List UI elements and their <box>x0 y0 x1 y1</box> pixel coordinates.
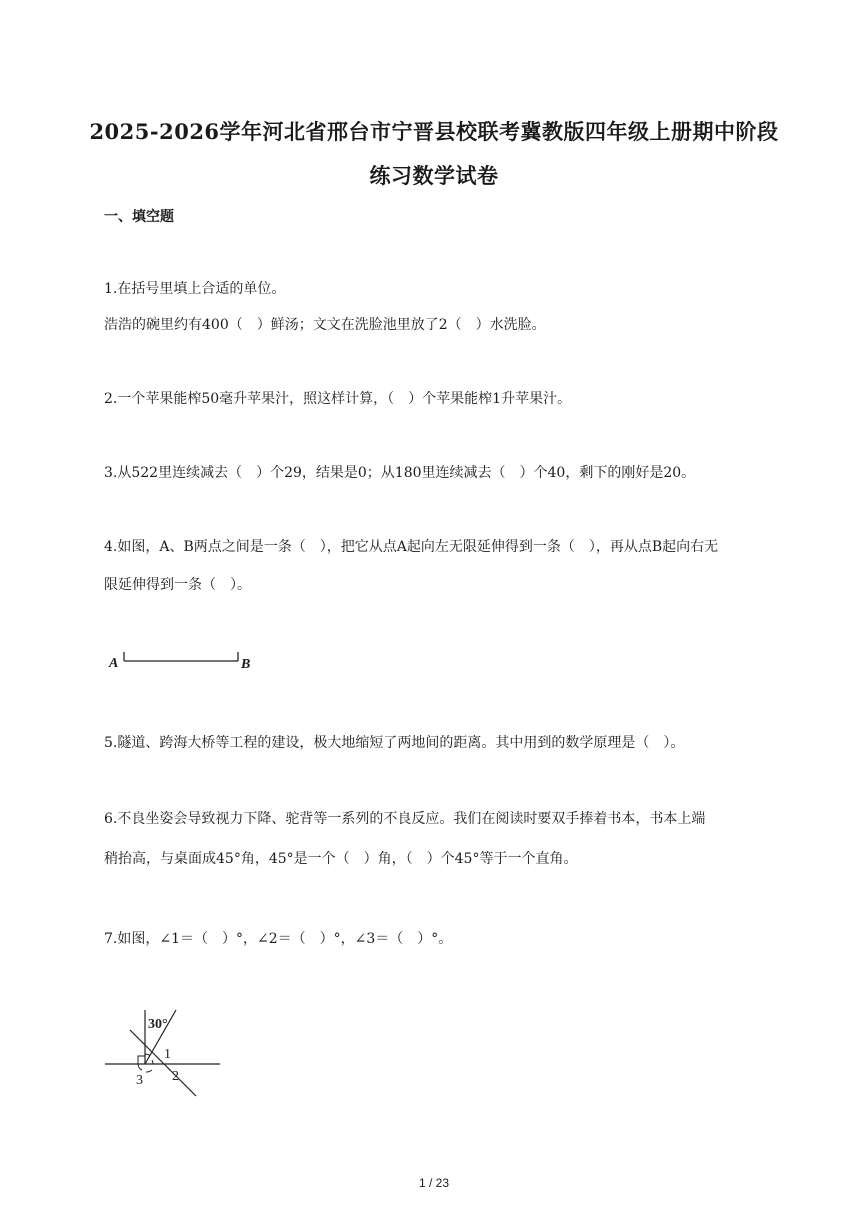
section-heading-fill-in: 一、填空题 <box>104 209 174 225</box>
question-4-line-1: 4.如图，A、B两点之间是一条（ ），把它从点A起向左无限延伸得到一条（ ），再从点B起向右无 <box>104 539 719 555</box>
question-5-line-1: 5.隧道、跨海大桥等工程的建设，极大地缩短了两地间的距离。其中用到的数学原理是（ ）。 <box>104 735 685 751</box>
document-title-line1: 2025-2026学年河北省邢台市宁晋县校联考冀教版四年级上册期中阶段 <box>89 119 779 144</box>
segment-ab-figure <box>120 650 240 666</box>
question-3-line-1: 3.从522里连续减去（ ）个29，结果是0；从180里连续减去（ ）个40，剩下的刚好是20。 <box>104 465 696 481</box>
page-number: 1 / 23 <box>418 1176 450 1190</box>
question-4-line-2: 限延伸得到一条（ ）。 <box>104 577 251 593</box>
angle-3-label: 3 <box>136 1073 143 1088</box>
question-6-line-2: 稍抬高，与桌面成45°角，45°是一个（ ）角，（ ）个45°等于一个直角。 <box>104 851 578 867</box>
question-6-line-1: 6.不良坐姿会导致视力下降、驼背等一系列的不良反应。我们在阅读时要双手捧着书本，书本上端 <box>104 811 706 827</box>
question-1-line-1: 1.在括号里填上合适的单位。 <box>104 281 286 297</box>
question-1-line-2: 浩浩的碗里约有400（ ）鲜汤；文文在洗脸池里放了2（ ）水洗脸。 <box>104 317 546 333</box>
point-b-label: B <box>241 657 251 672</box>
document-title-line2: 练习数学试卷 <box>369 163 499 188</box>
point-a-label: A <box>109 656 119 671</box>
angles-figure <box>100 1000 230 1100</box>
angle-2-label: 2 <box>172 1069 179 1084</box>
question-7-line-1: 7.如图，∠1＝（ ）°，∠2＝（ ）°，∠3＝（ ）°。 <box>104 931 453 947</box>
angle-1-label: 1 <box>164 1047 171 1062</box>
question-2-line-1: 2.一个苹果能榨50毫升苹果汁，照这样计算，（ ）个苹果能榨1升苹果汁。 <box>104 391 572 407</box>
angle-30-label: 30° <box>148 1017 168 1032</box>
